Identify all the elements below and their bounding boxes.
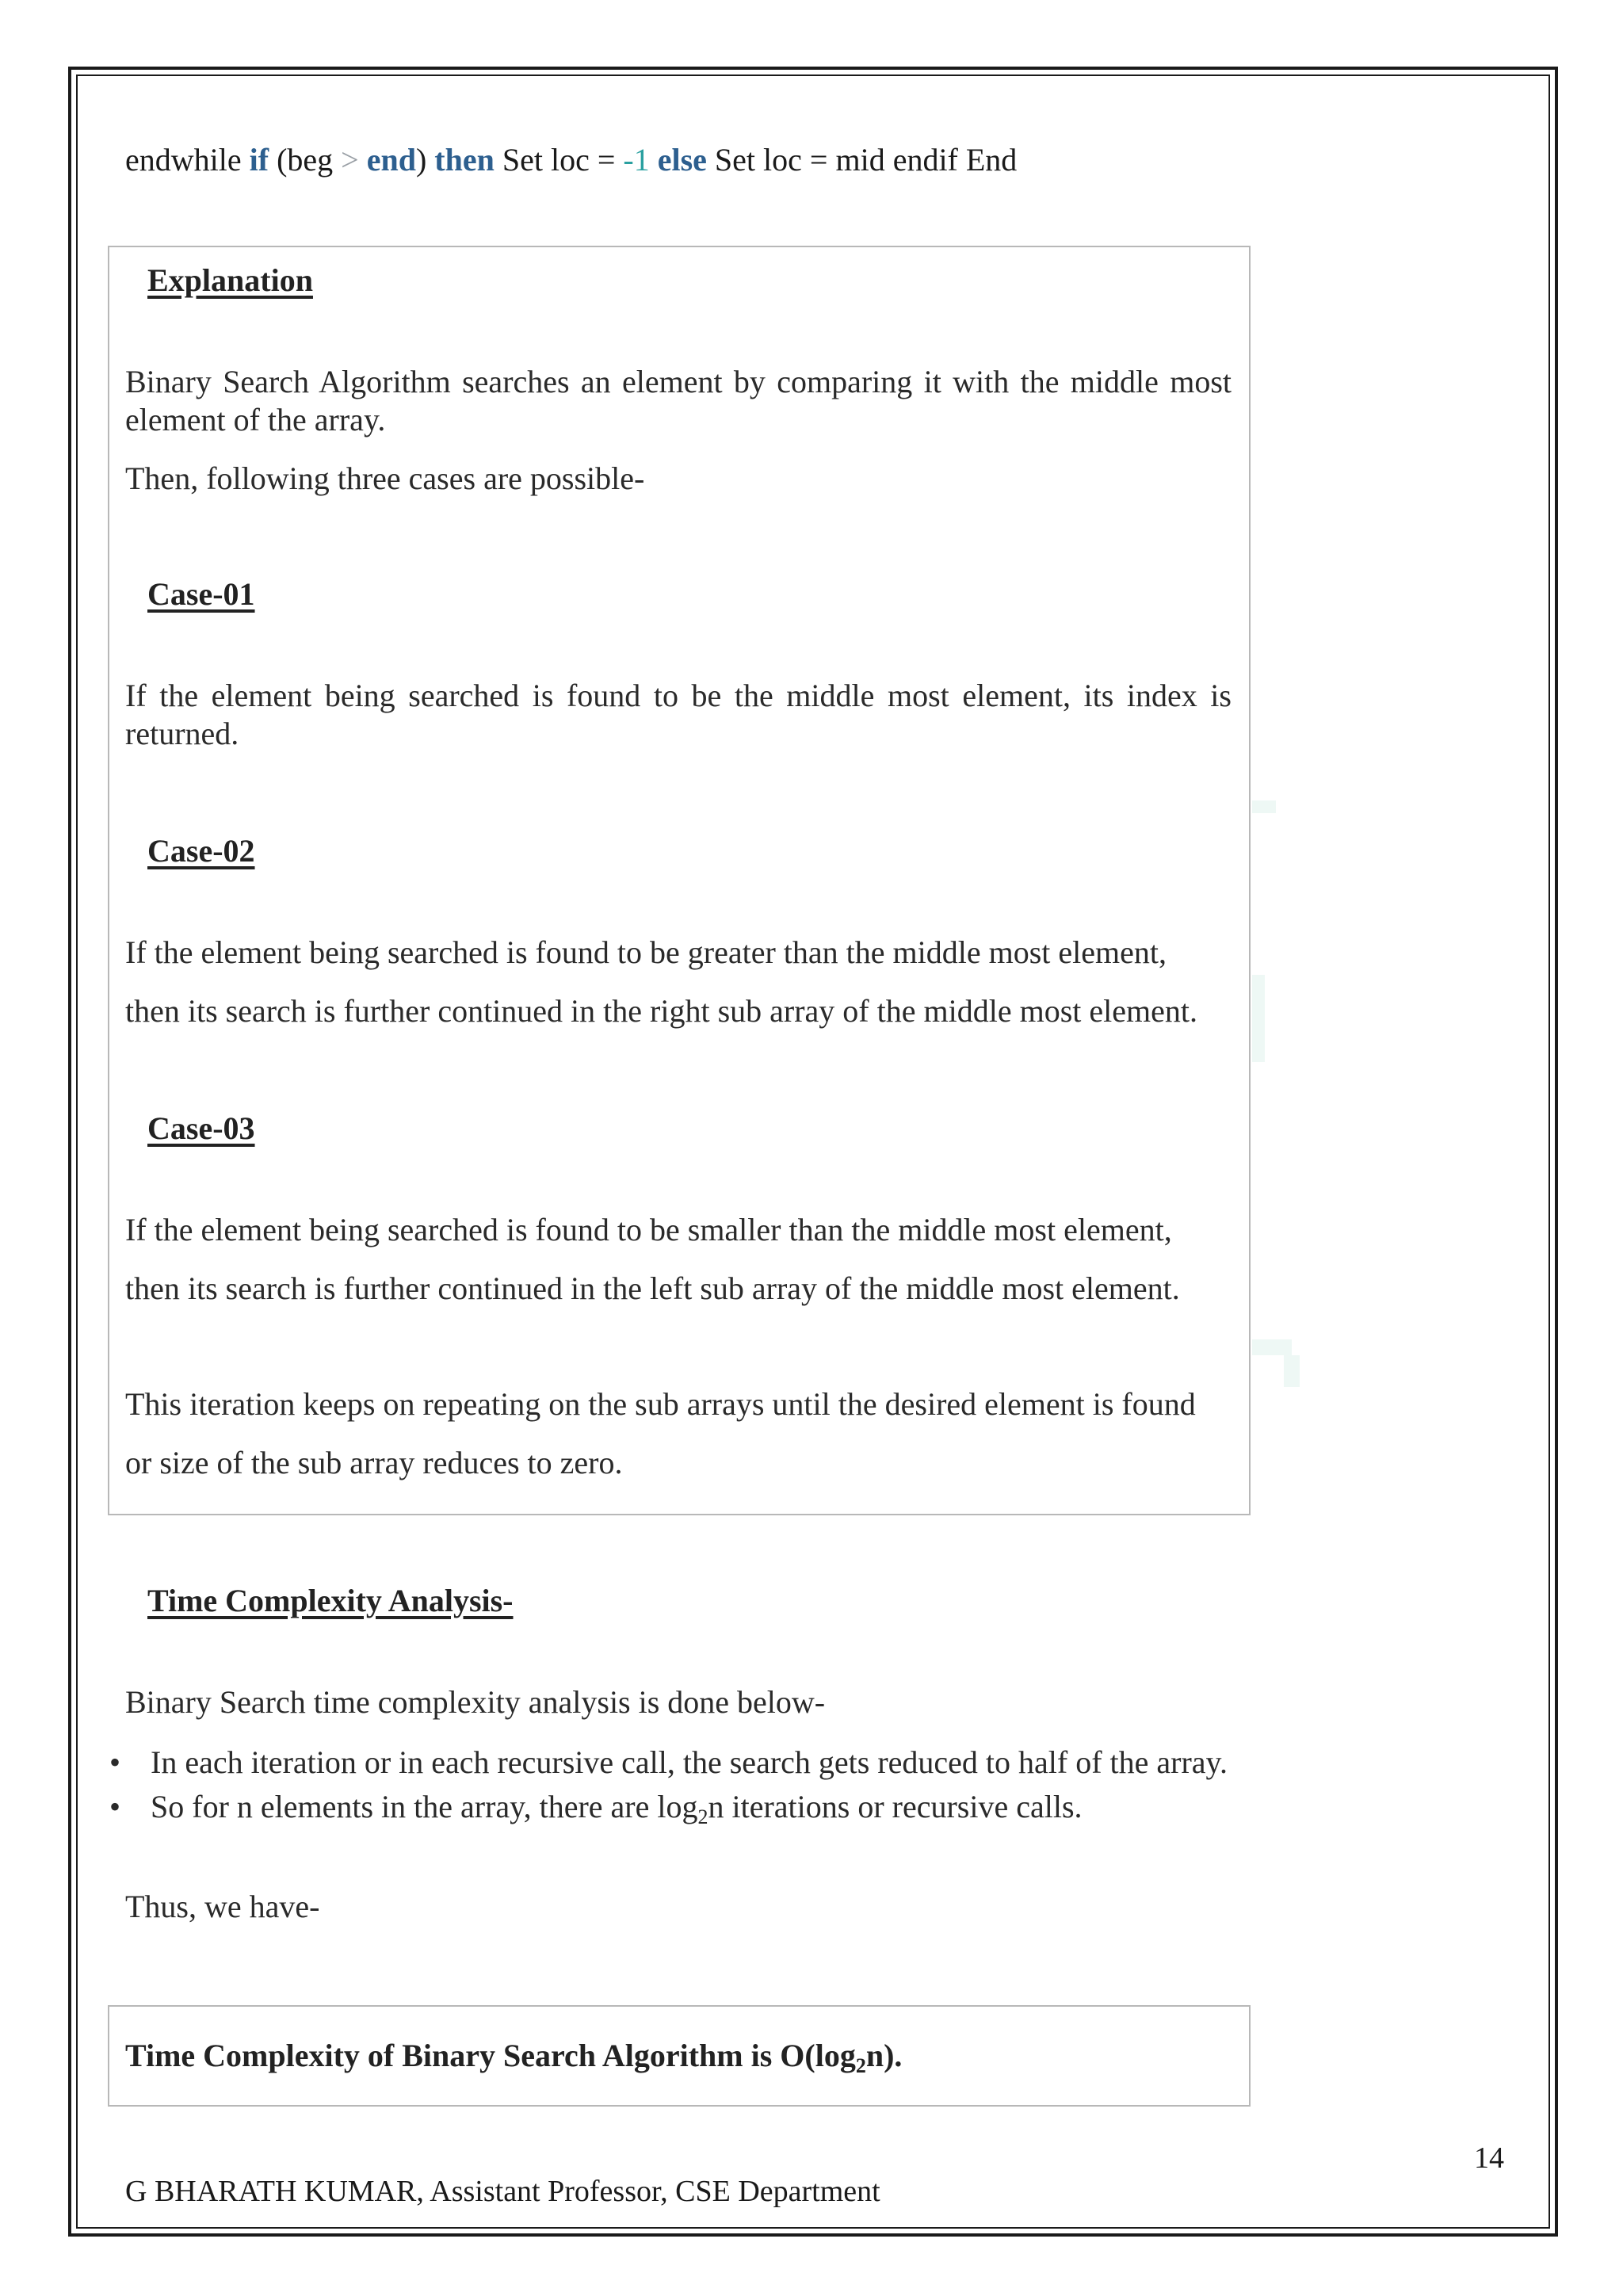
bullet-text-post: n iterations or recursive calls. bbox=[708, 1789, 1083, 1824]
case-01-text: If the element being searched is found to be the middle most element, its index is returned. bbox=[125, 678, 1232, 751]
watermark-fragment bbox=[1252, 1339, 1292, 1355]
code-keyword-end: end bbox=[366, 142, 416, 178]
case-02-heading: Case-02 bbox=[147, 833, 255, 869]
case-03-line-1: If the element being searched is found to be smaller than the middle most element, bbox=[125, 1212, 1172, 1247]
code-keyword-if: if bbox=[249, 142, 269, 178]
watermark-fragment bbox=[1284, 1355, 1300, 1387]
result-text-pre: Time Complexity of Binary Search Algorithm is O(log bbox=[125, 2038, 856, 2073]
list-item bbox=[103, 1785, 1228, 1829]
code-text: ) bbox=[415, 142, 435, 178]
page-number: 14 bbox=[1474, 2141, 1504, 2175]
case-03-heading: Case-03 bbox=[147, 1110, 255, 1146]
code-text: Set loc = mid endif End bbox=[706, 142, 1018, 178]
bullet-text bbox=[151, 1789, 1083, 1828]
log-base-subscript: 2 bbox=[697, 1805, 708, 1828]
bullet-icon: • bbox=[109, 1744, 120, 1780]
bullet-text: In each iteration or in each recursive call, the search gets reduced to half of the array. bbox=[151, 1744, 1228, 1780]
explanation-heading: Explanation bbox=[147, 262, 313, 298]
case-02-line-1: If the element being searched is found to be greater than the middle most element, bbox=[125, 934, 1167, 970]
footer-author: G BHARATH KUMAR, Assistant Professor, CSE Department bbox=[125, 2175, 880, 2208]
time-complexity-intro: Binary Search time complexity analysis is done below- bbox=[125, 1684, 826, 1720]
case-01-heading: Case-01 bbox=[147, 576, 255, 612]
code-number: -1 bbox=[623, 142, 650, 178]
code-text: Set loc = bbox=[494, 142, 624, 178]
time-complexity-heading: Time Complexity Analysis- bbox=[147, 1583, 514, 1618]
case-02-line-2: then its search is further continued in the right sub array of the middle most element. bbox=[125, 993, 1197, 1029]
result-statement bbox=[125, 2037, 902, 2075]
code-text: endwhile bbox=[125, 142, 250, 178]
bullet-icon: • bbox=[109, 1789, 120, 1824]
watermark-fragment bbox=[1252, 975, 1265, 1062]
pseudocode-line bbox=[125, 141, 1017, 179]
complexity-bullet-list bbox=[103, 1740, 1228, 1829]
bullet-text-pre: So for n elements in the array, there are log bbox=[151, 1789, 698, 1824]
result-log-subscript: 2 bbox=[855, 2054, 866, 2077]
explanation-intro: Binary Search Algorithm searches an element by comparing it with the middle most element of the array. bbox=[125, 364, 1232, 437]
result-text-post: n). bbox=[865, 2038, 903, 2073]
cases-intro: Then, following three cases are possible- bbox=[125, 460, 645, 496]
conclusion-line-1: This iteration keeps on repeating on the sub arrays until the desired element is found bbox=[125, 1386, 1196, 1422]
code-text: (beg bbox=[269, 142, 342, 178]
conclusion-line-2: or size of the sub array reduces to zero. bbox=[125, 1445, 623, 1480]
code-keyword-else: else bbox=[657, 142, 707, 178]
code-operator-gt: > bbox=[341, 142, 359, 178]
case-03-line-2: then its search is further continued in the left sub array of the middle most element. bbox=[125, 1270, 1180, 1306]
thus-text: Thus, we have- bbox=[125, 1889, 320, 1924]
code-text bbox=[359, 142, 367, 178]
watermark-fragment bbox=[1252, 800, 1276, 813]
code-keyword-then: then bbox=[434, 142, 495, 178]
code-text bbox=[650, 142, 658, 178]
list-item bbox=[103, 1740, 1228, 1785]
